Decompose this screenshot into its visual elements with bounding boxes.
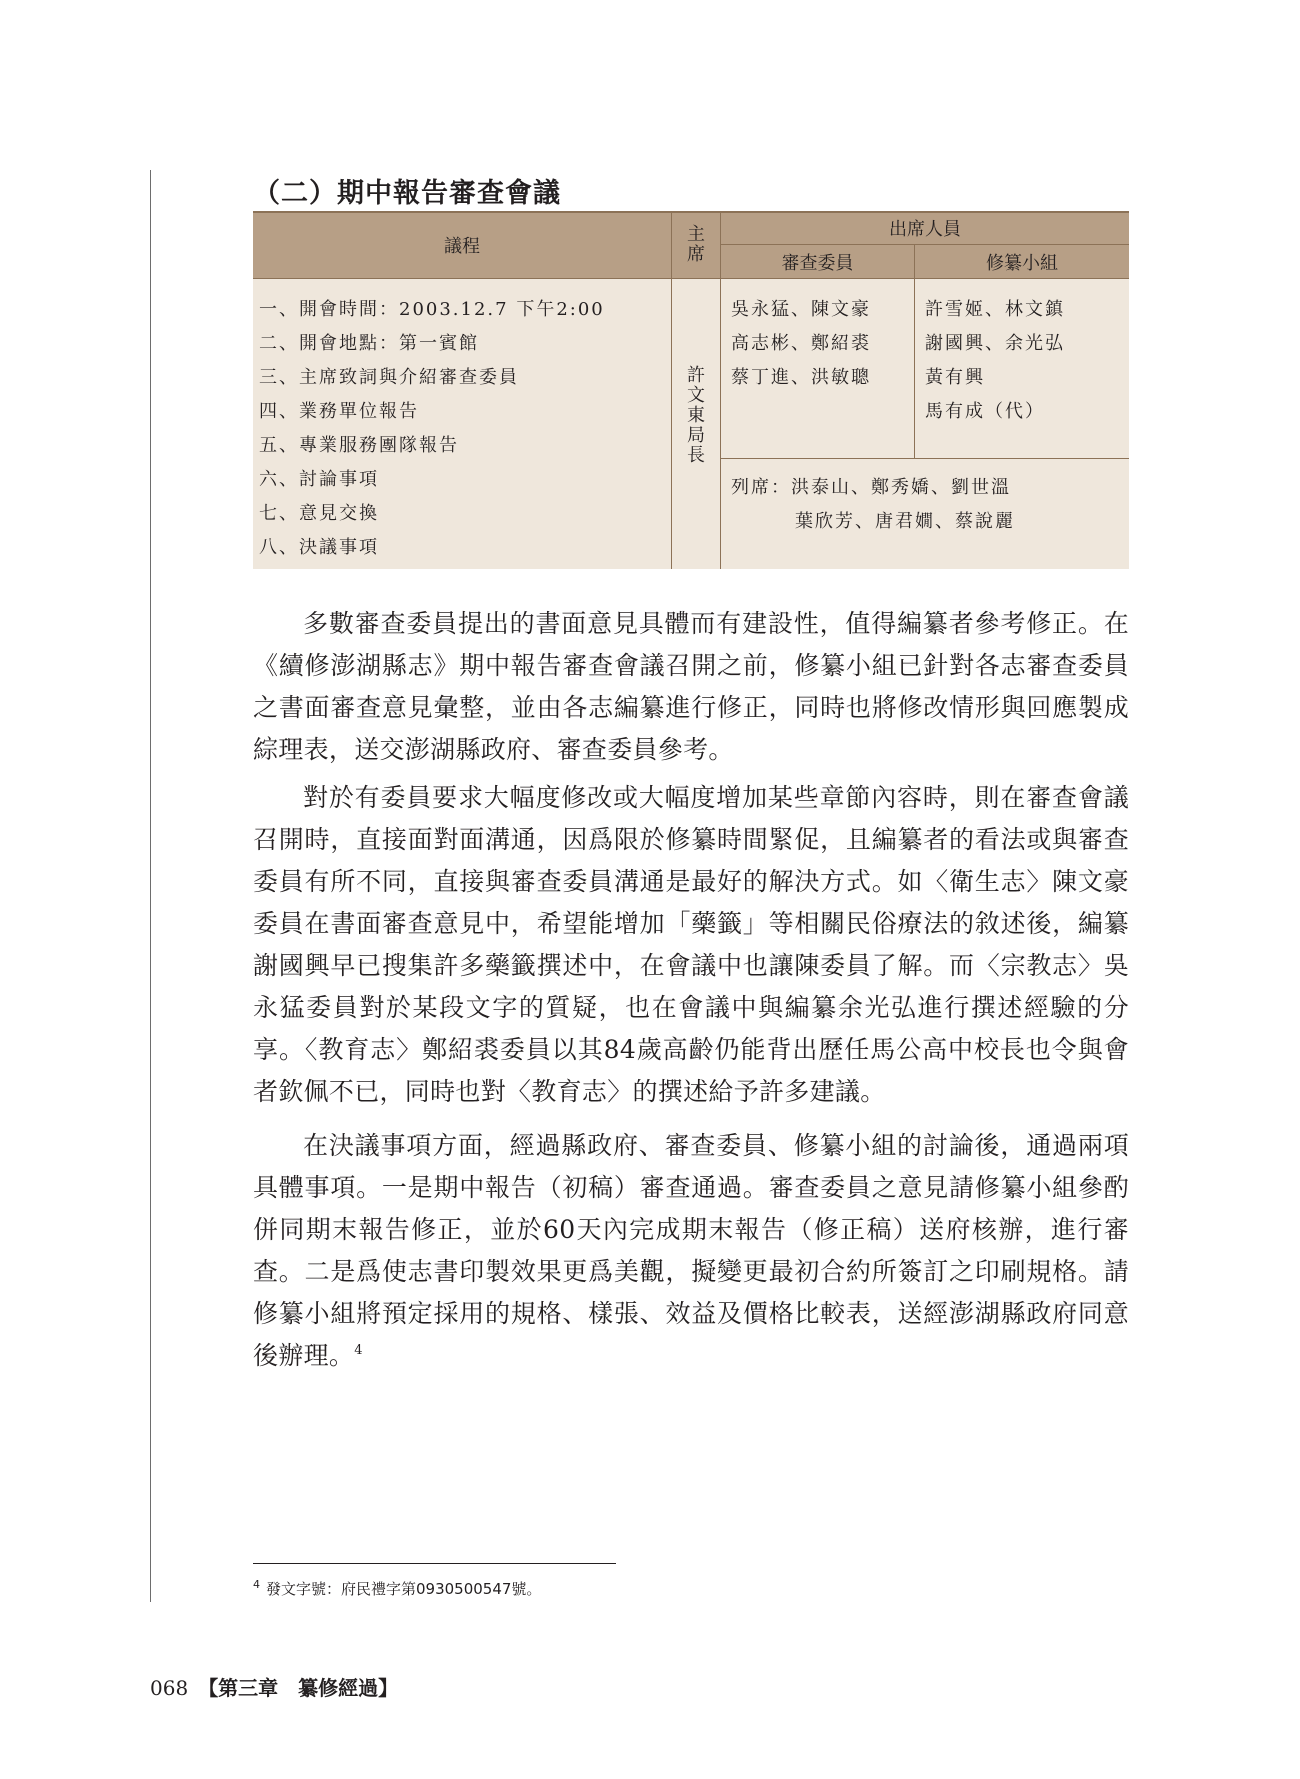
margin-rule [150, 170, 151, 1602]
header-reviewers-label: 審查委員 [781, 252, 854, 274]
running-chapter-title: 【第三章 纂修經過】 [198, 1676, 399, 1700]
footnote-reference[interactable]: 4 [354, 1343, 363, 1358]
observers [731, 471, 1015, 539]
section-title: （二）期中報告審查會議 [253, 178, 561, 209]
paragraph [253, 1125, 1129, 1377]
footnote-rule [253, 1563, 616, 1564]
row-divider [253, 278, 1129, 279]
agenda-item: 六、討論事項 [259, 469, 379, 490]
header-chair-label [672, 211, 720, 278]
page-footer [150, 1672, 398, 1701]
chair-char: 長 [687, 445, 705, 466]
footnote-number: 4 [253, 1578, 260, 1591]
footnote [253, 1578, 541, 1599]
reviewer-names: 蔡丁進、洪敏聰 [731, 367, 871, 388]
observers-line: 葉欣芳、唐君嫺、蔡說麗 [795, 511, 1015, 532]
compiler-names: 許雪姬、林文鎮 [925, 299, 1065, 320]
header-attendees-label: 出席人員 [889, 218, 961, 240]
reviewer-names: 吳永猛、陳文豪 [731, 299, 871, 320]
compiler-names: 馬有成（代） [925, 401, 1045, 422]
agenda-item: 七、意見交換 [259, 503, 379, 524]
paragraph: 對於有委員要求大幅度修改或大幅度增加某些章節內容時，則在審查會議召開時，直接面對面溝通，因爲限於修纂時間緊促，且編纂者的看法或與審查委員有所不同，直接與審查委員溝通是最好的解決方式。如〈衛生志〉陳文豪委員在書面審查意見中，希望能增加「藥籤」等相關民俗療法的敘述後，編纂謝國興早已搜集許多藥籤撰述中，在會議中也讓陳委員了解。而〈宗教志〉吳永猛委員對於某段文字的質疑，也在會議中與編纂余光弘進行撰述經驗的分享。〈教育志〉鄭紹裘委員以其84歲高齡仍能背出歷任馬公高中校長也令與會者欽佩不已，同時也對〈教育志〉的撰述給予許多建議。 [253, 783, 1129, 1106]
agenda-item: 三、主席致詞與介紹審查委員 [259, 367, 519, 388]
agenda-item: 五、專業服務團隊報告 [259, 435, 459, 456]
header-compilers-label: 修纂小組 [986, 252, 1058, 274]
agenda-item: 一、開會時間：2003.12.7 下午2:00 [259, 299, 605, 320]
reviewer-names: 高志彬、鄭紹裘 [731, 333, 871, 354]
chair-char: 許 [687, 365, 705, 386]
chair-char: 文 [687, 385, 705, 406]
page-number: 068 [150, 1676, 189, 1700]
compiler-names: 謝國興、余光弘 [925, 333, 1065, 354]
chair-char: 局 [687, 425, 705, 446]
agenda-item: 二、開會地點：第一賓館 [259, 333, 479, 354]
header-chair-char: 席 [687, 243, 705, 265]
paragraph: 多數審查委員提出的書面意見具體而有建設性，值得編纂者參考修正。在《續修澎湖縣志》期中報告審查會議召開之前，修纂小組已針對各志審查委員之書面審查意見彙整，並由各志編纂進行修正，同時也將修改情形與回應製成綜理表，送交澎湖縣政府、審查委員參考。 [253, 609, 1129, 764]
chair-char: 東 [687, 405, 705, 426]
compiler-names: 黃有興 [925, 367, 985, 388]
footnote-text: 發文字號：府民禮字第0930500547號。 [266, 1580, 542, 1598]
row-divider [721, 458, 1129, 459]
agenda-item: 四、業務單位報告 [259, 401, 419, 422]
compiler-list [925, 293, 1065, 429]
agenda-table [253, 211, 1129, 569]
paragraph-text: 在決議事項方面，經過縣政府、審查委員、修纂小組的討論後，通過兩項具體事項。一是期中報告（初稿）審查通過。審查委員之意見請修纂小組參酌併同期末報告修正，並於60天內完成期末報告（修正稿）送府核辦，進行審查。二是爲使志書印製效果更爲美觀，擬變更最初合約所簽訂之印刷規格。請修纂小組將預定採用的規格、樣張、效益及價格比較表，送經澎湖縣政府同意後辦理。 [253, 1131, 1129, 1370]
agenda-list [259, 293, 605, 565]
header-agenda-label: 議程 [444, 235, 480, 257]
agenda-item: 八、決議事項 [259, 537, 379, 558]
observers-line: 列席：洪泰山、鄭秀嬌、劉世溫 [731, 477, 1011, 498]
reviewer-list [731, 293, 871, 395]
header-chair-char: 主 [687, 223, 705, 245]
chair-name [672, 366, 720, 466]
